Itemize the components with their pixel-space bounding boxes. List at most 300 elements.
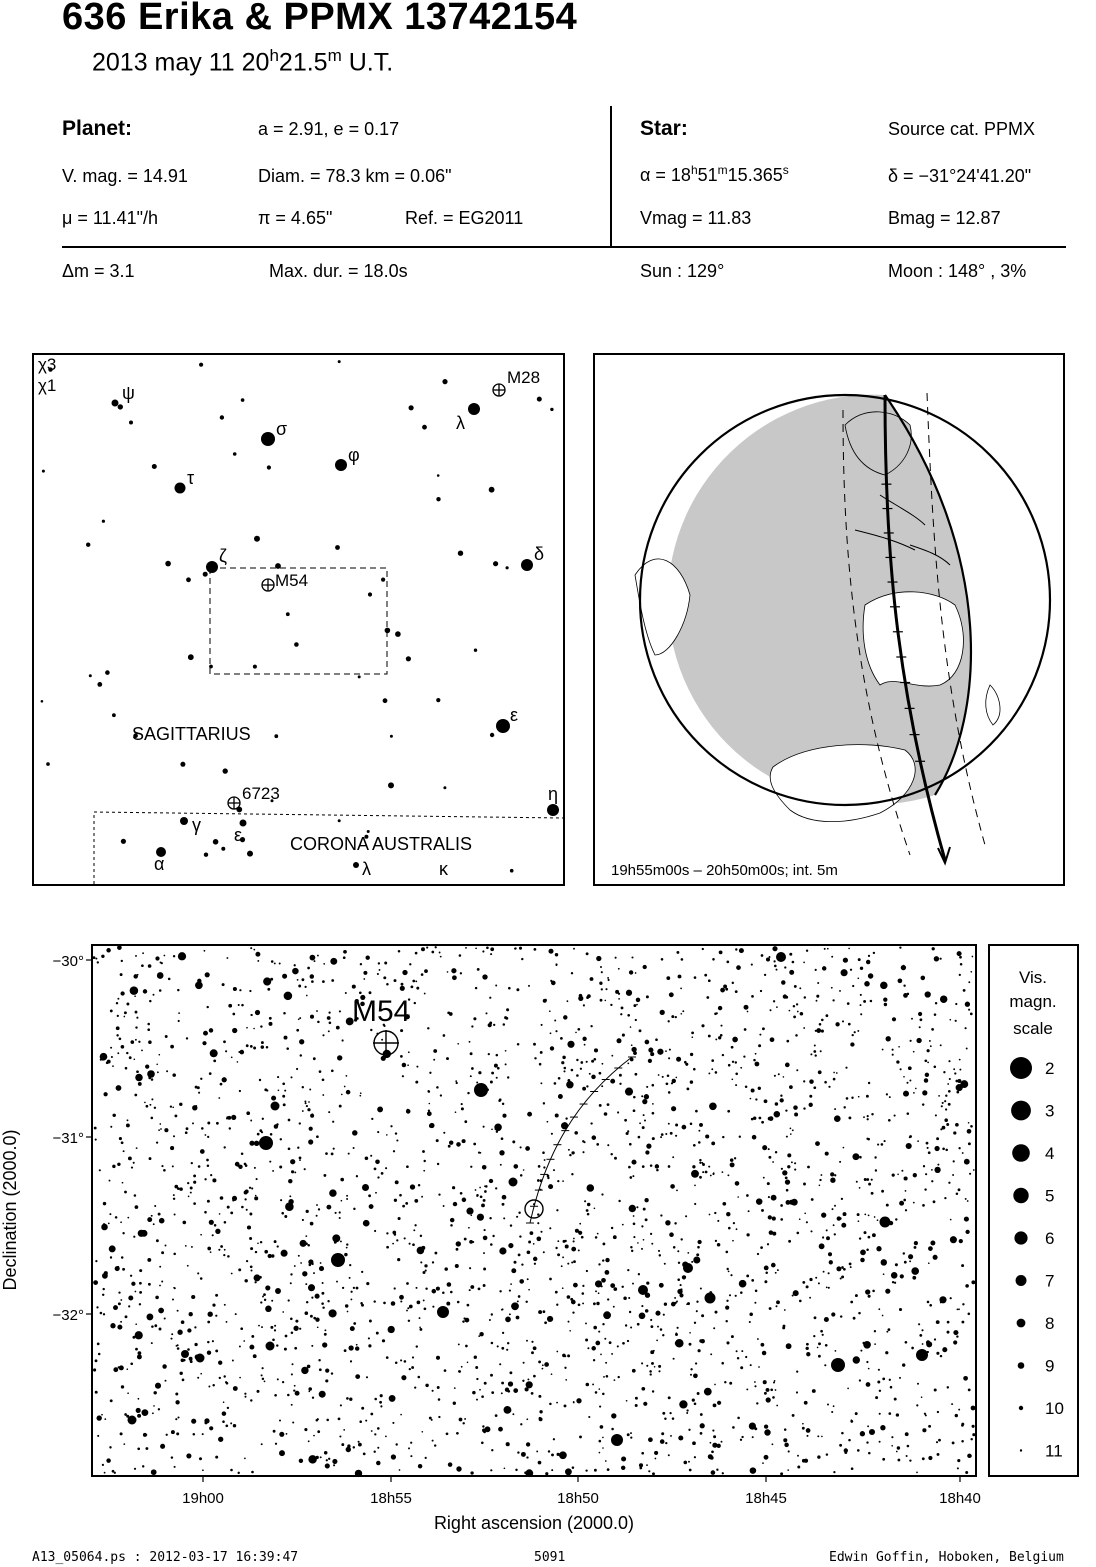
chart-star <box>815 1141 820 1146</box>
chart-star <box>817 982 819 984</box>
chart-star <box>716 1469 718 1471</box>
chart-star <box>591 1060 594 1063</box>
chart-star <box>277 1076 279 1078</box>
chart-star <box>682 1125 687 1130</box>
chart-star <box>491 1128 493 1130</box>
chart-star <box>646 1281 649 1284</box>
chart-star <box>868 973 873 978</box>
chart-star <box>817 1455 820 1458</box>
chart-star <box>328 1030 330 1032</box>
chart-star <box>868 1236 871 1239</box>
chart-star <box>582 1037 586 1041</box>
chart-star <box>602 1437 604 1439</box>
star-gamma <box>180 817 188 825</box>
chart-star <box>850 1301 853 1304</box>
chart-star <box>277 1245 279 1247</box>
chart-star <box>866 1095 869 1098</box>
finder-chart-panel <box>32 353 565 886</box>
chart-star <box>422 1150 425 1153</box>
chart-star <box>161 1165 163 1167</box>
chart-star <box>953 1160 955 1162</box>
chart-star <box>96 1306 98 1308</box>
chart-star <box>821 1030 824 1033</box>
chart-star <box>186 1127 189 1130</box>
legend-magnitude: 9 <box>1045 1356 1055 1376</box>
chart-star <box>178 1012 180 1014</box>
star-source-catalog: Source cat. PPMX <box>888 119 1036 139</box>
chart-star <box>558 1077 561 1080</box>
chart-star <box>816 1028 821 1033</box>
chart-star <box>786 1189 789 1192</box>
chart-star <box>762 1027 765 1030</box>
chart-star <box>538 1461 542 1465</box>
chart-star <box>117 1015 119 1017</box>
chart-star <box>928 1246 933 1251</box>
chart-star <box>644 1119 646 1121</box>
chart-star <box>607 1468 610 1471</box>
chart-star <box>495 1187 497 1189</box>
chart-star <box>783 1076 785 1078</box>
chart-star <box>156 1064 158 1066</box>
chart-star <box>502 1103 504 1105</box>
chart-star <box>139 1269 142 1272</box>
chart-star <box>239 989 241 991</box>
chart-star <box>702 1171 704 1173</box>
chart-star <box>797 1466 800 1469</box>
chart-star <box>739 1136 741 1138</box>
chart-star <box>423 1170 425 1172</box>
chart-star <box>953 1340 957 1344</box>
chart-star <box>686 1412 688 1414</box>
chart-star <box>726 1341 729 1344</box>
chart-star <box>399 1469 401 1471</box>
chart-star <box>556 1209 558 1211</box>
chart-star <box>244 1458 246 1460</box>
chart-star <box>867 1425 869 1427</box>
chart-star <box>960 963 963 966</box>
chart-star <box>324 1333 327 1336</box>
chart-star <box>796 1003 798 1005</box>
legend-dot <box>1016 1275 1027 1286</box>
chart-star <box>576 1398 581 1403</box>
chart-star <box>646 1464 648 1466</box>
antarctica <box>770 745 915 822</box>
chart-star <box>175 1418 177 1420</box>
chart-star <box>822 1334 824 1336</box>
chart-star <box>949 1019 951 1021</box>
chart-star <box>751 1089 755 1093</box>
chart-star <box>663 1314 665 1316</box>
chart-star <box>261 1045 264 1048</box>
chart-star <box>308 1139 313 1144</box>
chart-star <box>603 1311 611 1319</box>
chart-star <box>172 1073 176 1077</box>
chart-star <box>158 1213 161 1216</box>
chart-star <box>714 1384 716 1386</box>
finder-star <box>267 465 271 469</box>
chart-star <box>316 1010 318 1012</box>
chart-star <box>565 1468 572 1475</box>
chart-star <box>427 1090 429 1092</box>
chart-star <box>154 1107 156 1109</box>
chart-star <box>603 1376 605 1378</box>
chart-star <box>895 1263 898 1266</box>
chart-star <box>843 1212 847 1216</box>
chart-star <box>378 962 380 964</box>
chart-star <box>202 1469 204 1471</box>
chart-star <box>567 1263 569 1265</box>
chart-star <box>712 1443 717 1448</box>
chart-star <box>963 1376 968 1381</box>
chart-star <box>370 1413 373 1416</box>
chart-star <box>141 964 144 967</box>
chart-star <box>432 1261 434 1263</box>
chart-star <box>834 1108 836 1110</box>
chart-star <box>317 1430 320 1433</box>
chart-star <box>264 1381 266 1383</box>
chart-star <box>302 1110 304 1112</box>
chart-star <box>432 1306 434 1308</box>
chart-star <box>847 1002 850 1005</box>
chart-star <box>250 1120 252 1122</box>
chart-star <box>919 1334 922 1337</box>
chart-star <box>668 1057 670 1059</box>
chart-star <box>400 1055 403 1058</box>
chart-star <box>301 1367 308 1374</box>
chart-star <box>440 956 442 958</box>
chart-star <box>166 1070 168 1072</box>
chart-star <box>381 1039 383 1041</box>
chart-star <box>215 1229 220 1234</box>
chart-star <box>457 1043 459 1045</box>
chart-star <box>921 1396 923 1398</box>
chart-star <box>399 1194 402 1197</box>
chart-star <box>328 1458 330 1460</box>
chart-star <box>556 1402 558 1404</box>
chart-star <box>356 1287 359 1290</box>
chart-star <box>246 1044 249 1047</box>
chart-star <box>135 1331 143 1339</box>
chart-star <box>930 1045 932 1047</box>
chart-star <box>833 1471 835 1473</box>
chart-star <box>709 1214 711 1216</box>
chart-star <box>141 1230 148 1237</box>
chart-star <box>358 1443 362 1447</box>
chart-star <box>202 1041 206 1045</box>
chart-star <box>675 1135 677 1137</box>
chart-star <box>194 1326 196 1328</box>
chart-star <box>726 961 729 964</box>
chart-star <box>208 1312 213 1317</box>
globe-panel <box>593 353 1065 886</box>
chart-star <box>714 1013 717 1016</box>
star-declination: δ = −31°24'41.20" <box>888 166 1032 186</box>
legend-dot <box>1012 1144 1030 1162</box>
chart-star <box>891 1272 898 1279</box>
chart-star <box>637 1242 639 1244</box>
chart-star <box>884 1003 887 1006</box>
chart-star <box>582 1087 586 1091</box>
chart-star <box>595 1341 600 1346</box>
chart-star <box>958 1188 961 1191</box>
chart-star <box>842 1020 844 1022</box>
chart-star <box>549 1278 552 1281</box>
chart-star <box>648 1059 652 1063</box>
chart-star <box>466 1208 473 1215</box>
y-tick-label: −30° <box>52 953 84 970</box>
chart-star <box>410 1455 412 1457</box>
chart-star <box>123 1016 125 1018</box>
chart-star <box>660 1328 663 1331</box>
chart-star <box>639 1122 641 1124</box>
chart-star <box>210 1049 218 1057</box>
chart-star <box>209 1028 213 1032</box>
chart-star <box>483 1126 485 1128</box>
chart-star <box>153 1405 155 1407</box>
chart-star <box>421 973 424 976</box>
chart-star <box>967 1129 972 1134</box>
chart-star <box>693 1144 696 1147</box>
chart-star <box>207 1006 209 1008</box>
chart-star <box>202 1433 204 1435</box>
chart-star <box>892 1049 894 1051</box>
chart-star <box>278 1089 280 1091</box>
chart-star <box>482 950 484 952</box>
chart-star <box>563 1015 567 1019</box>
chart-star <box>193 1433 196 1436</box>
chart-star <box>537 1179 540 1182</box>
chart-star <box>300 1262 302 1264</box>
chart-star <box>601 1085 603 1087</box>
chart-star <box>544 1159 546 1161</box>
chart-star <box>251 1187 253 1189</box>
chart-star <box>788 1240 791 1243</box>
chart-star <box>173 955 175 957</box>
chart-star <box>567 1079 570 1082</box>
chart-star <box>646 1365 648 1367</box>
chart-star <box>898 978 903 983</box>
finder-star <box>89 674 92 677</box>
chart-star <box>690 1080 693 1083</box>
chart-star <box>712 1430 714 1432</box>
chart-star <box>905 1209 907 1211</box>
chart-star <box>898 1046 900 1048</box>
chart-star <box>652 1103 654 1105</box>
chart-star <box>101 955 104 958</box>
chart-star <box>548 1450 550 1452</box>
chart-star <box>710 1353 712 1355</box>
chart-star <box>284 1348 287 1351</box>
chart-star <box>423 1160 425 1162</box>
chart-star <box>428 1109 430 1111</box>
chart-star <box>845 1067 847 1069</box>
finder-star <box>254 536 260 542</box>
chart-star <box>502 1114 506 1118</box>
star-psi <box>112 400 119 407</box>
chart-star <box>191 1419 196 1424</box>
chart-star <box>501 1392 503 1394</box>
chart-star <box>672 1417 675 1420</box>
chart-star <box>697 1392 700 1395</box>
chart-star <box>881 1143 884 1146</box>
chart-star <box>886 1036 891 1041</box>
chart-star <box>594 1469 597 1472</box>
chart-star <box>224 1146 226 1148</box>
chart-star <box>346 1198 348 1200</box>
chart-star <box>461 1366 463 1368</box>
chart-star <box>551 1373 553 1375</box>
chart-star <box>511 1268 516 1273</box>
chart-star <box>137 1447 140 1450</box>
chart-star <box>806 1285 809 1288</box>
chart-star <box>209 1072 212 1075</box>
chart-star <box>328 1011 330 1013</box>
label-lambda: λ <box>456 413 465 433</box>
chart-star <box>400 986 405 991</box>
chart-star <box>599 982 602 985</box>
chart-star <box>635 972 637 974</box>
chart-star <box>135 955 137 957</box>
chart-star <box>903 1252 905 1254</box>
chart-star <box>503 1217 505 1219</box>
chart-star <box>864 1178 867 1181</box>
chart-star <box>645 1150 649 1154</box>
chart-star <box>406 1310 408 1312</box>
chart-star <box>94 1127 97 1130</box>
chart-star <box>485 1185 488 1188</box>
chart-star <box>164 1128 168 1132</box>
chart-star <box>120 991 124 995</box>
chart-star <box>199 1457 202 1460</box>
planet-diameter: Diam. = 78.3 km = 0.06" <box>258 166 452 186</box>
chart-star <box>339 1435 341 1437</box>
chart-star <box>642 1126 645 1129</box>
chart-star <box>148 1077 151 1080</box>
chart-star <box>878 1308 880 1310</box>
chart-star <box>112 1065 114 1067</box>
chart-star <box>200 1373 202 1375</box>
chart-star <box>318 1359 320 1361</box>
chart-star <box>368 1194 371 1197</box>
chart-star <box>711 1059 714 1062</box>
chart-star <box>250 947 252 949</box>
chart-star <box>305 1102 307 1104</box>
chart-star <box>489 1319 491 1321</box>
chart-star <box>673 1358 675 1360</box>
chart-star <box>95 958 97 960</box>
chart-star <box>833 1405 835 1407</box>
chart-star <box>715 1311 718 1314</box>
chart-star <box>409 1368 411 1370</box>
finder-star <box>105 670 110 675</box>
chart-star <box>223 1040 226 1043</box>
chart-star <box>595 1236 598 1239</box>
m28-symbol <box>493 384 505 396</box>
chart-star <box>305 1283 307 1285</box>
chart-star <box>958 1409 960 1411</box>
chart-star <box>365 1157 369 1161</box>
chart-star <box>699 1159 701 1161</box>
chart-star <box>125 1315 128 1318</box>
chart-star <box>611 1353 613 1355</box>
chart-star <box>300 1240 307 1247</box>
chart-star <box>348 1153 350 1155</box>
chart-star <box>302 1086 304 1088</box>
chart-star <box>439 952 441 954</box>
chart-star <box>126 1368 128 1370</box>
chart-star <box>967 1200 969 1202</box>
chart-star <box>630 1326 632 1328</box>
chart-star <box>860 1258 865 1263</box>
chart-star <box>934 1146 939 1151</box>
chart-star <box>467 1361 469 1363</box>
chart-star <box>770 1009 772 1011</box>
chart-star <box>573 1240 575 1242</box>
chart-star <box>544 1362 549 1367</box>
label-psi: ψ <box>122 383 135 403</box>
chart-star <box>362 1184 369 1191</box>
chart-star <box>831 987 833 989</box>
chart-star <box>288 1179 292 1183</box>
chart-star <box>467 1304 470 1307</box>
chart-star <box>958 1147 960 1149</box>
chart-star <box>722 1472 724 1474</box>
chart-star <box>848 1439 851 1442</box>
chart-star <box>733 1222 735 1224</box>
chart-star <box>381 1172 384 1175</box>
chart-star <box>960 1080 968 1088</box>
chart-star <box>244 1163 247 1166</box>
chart-star <box>817 1347 819 1349</box>
chart-star <box>135 1039 137 1041</box>
chart-star <box>753 1059 756 1062</box>
chart-star <box>500 1164 502 1166</box>
chart-star <box>388 1326 395 1333</box>
chart-star <box>881 1190 884 1193</box>
chart-star <box>722 1202 726 1206</box>
chart-star <box>271 1300 273 1302</box>
globe-caption: 19h55m00s – 20h50m00s; int. 5m <box>611 862 838 879</box>
chart-star <box>698 1130 700 1132</box>
chart-star <box>584 1044 586 1046</box>
chart-star <box>207 1247 211 1251</box>
chart-star <box>880 1425 885 1430</box>
chart-star <box>721 1441 723 1443</box>
chart-star <box>965 1230 969 1234</box>
chart-star <box>404 1237 406 1239</box>
chart-star <box>956 1091 959 1094</box>
chart-star <box>586 1209 589 1212</box>
chart-star <box>523 1362 525 1364</box>
chart-star <box>652 1084 655 1087</box>
chart-star <box>858 1096 860 1098</box>
chart-star <box>319 1391 326 1398</box>
chart-star <box>708 979 711 982</box>
chart-star <box>158 1054 160 1056</box>
chart-star <box>431 951 434 954</box>
chart-star <box>784 1309 786 1311</box>
chart-star <box>204 1178 206 1180</box>
chart-star <box>275 1288 281 1294</box>
chart-star <box>623 1297 627 1301</box>
chart-star <box>304 1168 306 1170</box>
chart-star <box>543 1166 545 1168</box>
chart-star <box>643 1239 645 1241</box>
chart-star <box>425 1384 428 1387</box>
chart-star <box>750 1467 757 1474</box>
legend-dot <box>1018 1362 1025 1369</box>
chart-star <box>866 1249 869 1252</box>
